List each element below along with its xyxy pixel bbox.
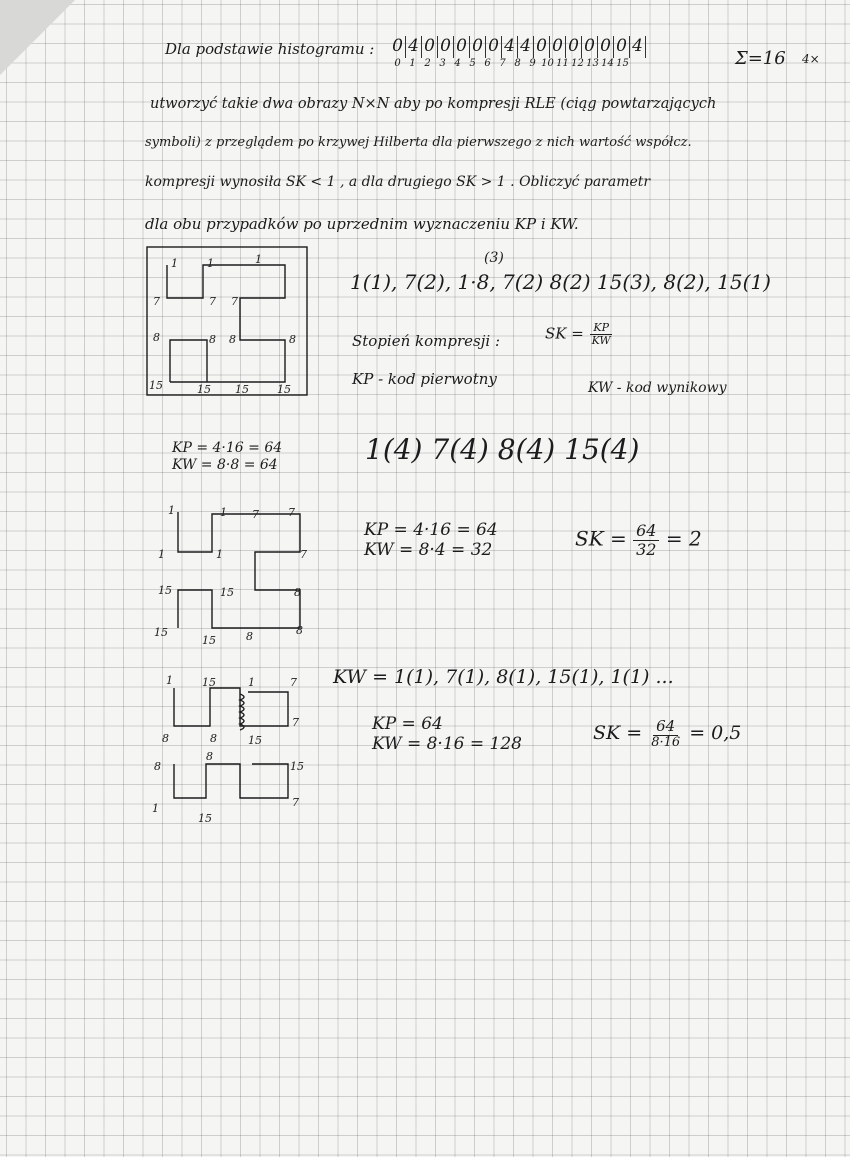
diagram-3-label: 7: [292, 796, 299, 809]
task-line-4: dla obu przypadków po uprzednim wyznaczeniu KP i KW.: [145, 215, 579, 233]
diagram-1-label: 15: [235, 383, 249, 396]
histogram-value-cell: 0: [534, 36, 550, 58]
sk-lhs-2: SK =: [575, 526, 627, 551]
histogram-value-cell: 4: [406, 36, 422, 58]
histogram-index-cell: 9: [529, 58, 536, 69]
histogram-index-cell: 12: [571, 58, 584, 69]
diagram-3-label: 8: [154, 760, 161, 773]
kw-calc-3: KW = 8·16 = 128: [372, 734, 522, 754]
histogram-value-cell: 4: [518, 36, 534, 58]
kw-definition: KW - kod wynikowy: [588, 380, 727, 396]
diagram-3-label: 15: [198, 812, 212, 825]
diagram-2-label: 8: [246, 630, 253, 643]
hilbert-diagram-3: [148, 670, 318, 830]
histogram-index-cell: 5: [469, 58, 476, 69]
histogram-value-cell: 0: [550, 36, 566, 58]
kp-calc-2: KP = 4·16 = 64: [364, 520, 498, 540]
histogram-sum: Σ=16: [735, 48, 786, 69]
kw-calc-1: KW = 8·8 = 64: [172, 457, 278, 473]
task-line-3: kompresji wynosiła SK < 1 , a dla drugiego SK > 1 . Obliczyć parametr: [145, 174, 651, 190]
diagram-1-subpath: [170, 340, 207, 382]
histogram-index-cell: 2: [424, 58, 431, 69]
kp-calc-1: KP = 4·16 = 64: [172, 440, 283, 456]
sk-result-3: [593, 718, 741, 750]
histogram-value-cell: 0: [422, 36, 438, 58]
kp-definition: KP - kod pierwotny: [352, 370, 497, 388]
histogram-value-cell: 4: [630, 36, 646, 58]
sk-numerator-2: 64: [633, 522, 659, 541]
histogram-value-cell: 0: [582, 36, 598, 58]
diagram-3-label: 15: [248, 734, 262, 747]
diagram-3-path-top: [174, 688, 288, 726]
histogram-value-cell: 0: [566, 36, 582, 58]
histogram-value-cell: 0: [614, 36, 630, 58]
histogram-value-cell: 0: [486, 36, 502, 58]
sk-lhs-3: SK =: [593, 721, 643, 744]
diagram-2-label: 8: [294, 586, 301, 599]
histogram-index-cell: 1: [409, 58, 416, 69]
diagram-1-label: 8: [289, 333, 296, 346]
histogram-index-cell: 4: [454, 58, 461, 69]
diagram-2-label: 1: [158, 548, 165, 561]
sk-denominator: KW: [591, 334, 611, 348]
sk-value-3: = 0,5: [689, 721, 742, 744]
diagram-2-label: 7: [288, 506, 295, 519]
sk-fraction-2: [633, 522, 659, 558]
diagram-1-label: 7: [209, 295, 216, 308]
diagram-3-label: 15: [202, 676, 216, 689]
rle-sequence-1: 1(1), 7(2), 1·8, 7(2) 8(2) 15(3), 8(2), 15(1): [350, 270, 771, 294]
histogram-label: Dla podstawie histogramu :: [165, 40, 375, 58]
diagram-1-label: 8: [229, 333, 236, 346]
diagram-2-label: 7: [300, 548, 307, 561]
histogram-index-cell: 8: [514, 58, 521, 69]
hilbert-diagram-1: [145, 245, 310, 395]
diagram-1-label: 1: [207, 257, 214, 270]
histogram-value-cell: 0: [470, 36, 486, 58]
folded-corner: [0, 0, 75, 75]
kw-calc-2: KW = 8·4 = 32: [364, 540, 493, 560]
sk-numerator: KP: [590, 322, 612, 335]
diagram-3-coil: [240, 694, 244, 730]
histogram-index-cell: 14: [601, 58, 614, 69]
diagram-1-label: 15: [197, 383, 211, 396]
histogram-value-cell: 0: [438, 36, 454, 58]
diagram-2-label: 7: [252, 508, 259, 521]
diagram-2-label: 15: [220, 586, 234, 599]
sk-formula-lhs: SK =: [545, 324, 584, 343]
diagram-2-label: 8: [296, 624, 303, 637]
sk-formula: [545, 322, 614, 347]
diagram-3-label: 1: [152, 802, 159, 815]
kw-sequence-3: KW = 1(1), 7(1), 8(1), 15(1), 1(1) ...: [333, 666, 674, 688]
sk-result-2: [575, 522, 702, 558]
diagram-1-label: 7: [231, 295, 238, 308]
histogram-index-cell: 10: [541, 58, 554, 69]
diagram-2-label: 1: [220, 506, 227, 519]
kp-calc-3: KP = 64: [372, 714, 443, 734]
diagram-1-path: [167, 265, 285, 382]
diagram-2-label: 15: [154, 626, 168, 639]
histogram-value-cell: 0: [390, 36, 406, 58]
diagram-1-label: 1: [171, 257, 178, 270]
diagram-1-label: 15: [277, 383, 291, 396]
diagram-1-label: 7: [153, 295, 160, 308]
sk-value-2: = 2: [665, 526, 702, 551]
histogram-value-cell: 0: [454, 36, 470, 58]
sk-numerator-3: 64: [653, 718, 678, 736]
histogram-index-cell: 0: [394, 58, 401, 69]
histogram-index-cell: 15: [616, 58, 629, 69]
hilbert-diagram-2: [150, 500, 320, 650]
diagram-2-label: 1: [168, 504, 175, 517]
histogram-value-cell: 4: [502, 36, 518, 58]
diagram-3-label: 15: [290, 760, 304, 773]
histogram-table: [390, 36, 646, 72]
diagram-1-label: 8: [153, 331, 160, 344]
diagram-2-label: 1: [216, 548, 223, 561]
diagram-3-label: 8: [162, 732, 169, 745]
compression-label: Stopień kompresji :: [352, 332, 501, 350]
diagram-3-path-bottom: [174, 764, 288, 798]
histogram-index-cell: 6: [484, 58, 491, 69]
diagram-3-label: 1: [248, 676, 255, 689]
diagram-3-label: 8: [210, 732, 217, 745]
sk-fraction-3: [648, 718, 683, 750]
histogram-index-cell: 7: [499, 58, 506, 69]
diagram-1-label: 15: [149, 379, 163, 392]
task-line-1: utworzyć takie dwa obrazy N×N aby po kompresji RLE (ciąg powtarzających: [150, 96, 717, 112]
diagram-3-label: 7: [290, 676, 297, 689]
diagram-3-label: 1: [166, 674, 173, 687]
histogram-value-cell: 0: [598, 36, 614, 58]
sk-denominator-2: 32: [636, 539, 657, 559]
diagram-2-label: 15: [158, 584, 172, 597]
diagram-2-path: [178, 512, 300, 628]
diagram-3-label: 8: [206, 750, 213, 763]
diagram-1-label: 1: [255, 253, 262, 266]
sk-denominator-3: 8·16: [651, 734, 681, 750]
diagram-2-label: 15: [202, 634, 216, 647]
histogram-index-cell: 13: [586, 58, 599, 69]
diagram-3-label: 7: [292, 716, 299, 729]
rle-superscript: (3): [484, 250, 504, 266]
histogram-index-cell: 11: [556, 58, 569, 69]
histogram-index-cell: 3: [439, 58, 446, 69]
histogram-side-note: 4×: [802, 52, 820, 66]
rle-sequence-2: 1(4) 7(4) 8(4) 15(4): [365, 433, 640, 466]
sk-fraction: [589, 322, 614, 347]
diagram-1-label: 8: [209, 333, 216, 346]
task-line-2: symboli) z przeglądem po krzywej Hilberta dla pierwszego z nich wartość współcz.: [145, 135, 692, 150]
